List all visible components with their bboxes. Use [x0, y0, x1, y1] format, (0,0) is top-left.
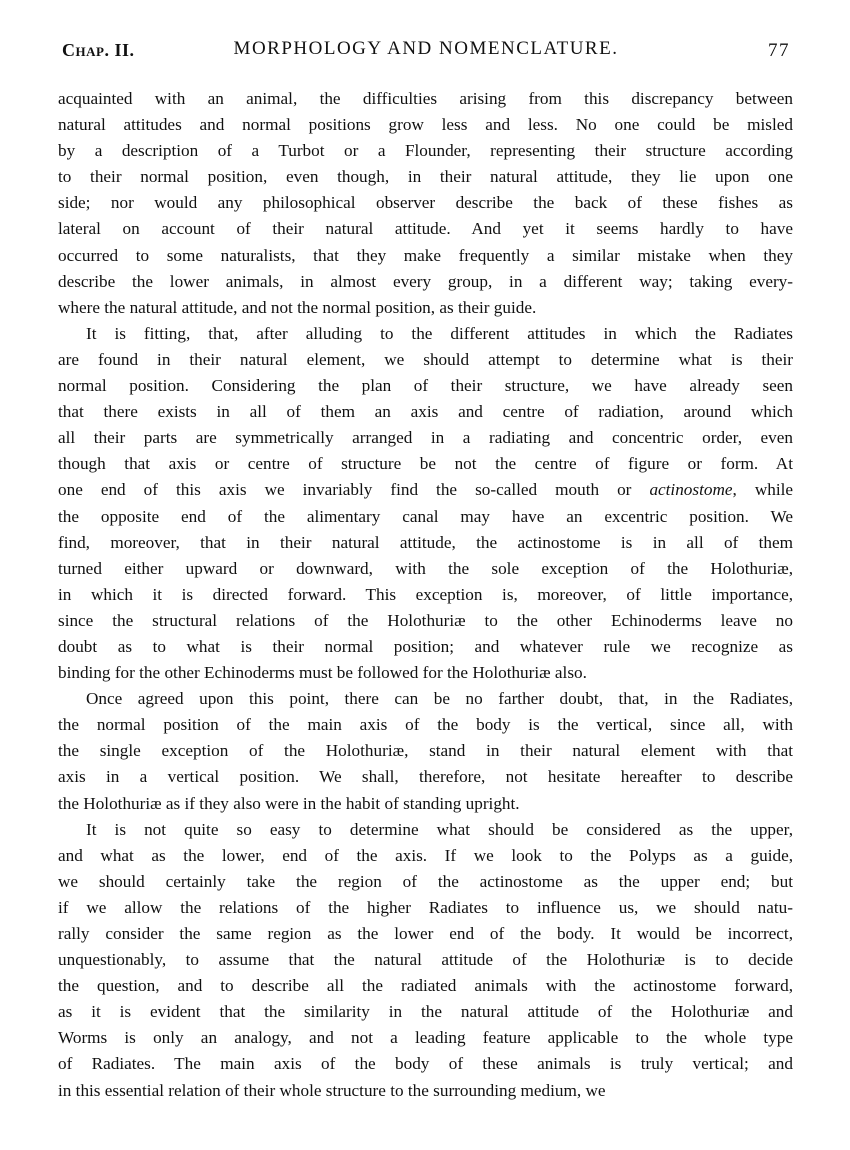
text-line: It is fitting, that, after alluding to the different attitudes in which the Radiates	[86, 323, 793, 343]
paragraph	[58, 686, 793, 816]
text-line: one end of this axis we invariably find the so-called mouth or actinostome, while	[58, 480, 794, 500]
paragraph	[58, 321, 793, 686]
text-line: the opposite end of the alimentary canal may have an excentric position. We	[58, 506, 793, 526]
text-line: axis in a vertical position. We shall, therefore, not hesitate hereafter to describe	[58, 767, 793, 787]
text-line: the Holothuriæ as if they also were in the habit of standing upright.	[58, 793, 520, 813]
text-line: we should certainly take the region of the actinostome as the upper end; but	[58, 871, 793, 891]
text-line: if we allow the relations of the higher Radiates to influence us, we should natu-	[58, 897, 793, 917]
text-line: in this essential relation of their whole structure to the surrounding medium, we	[58, 1080, 606, 1100]
text-line: the question, and to describe all the radiated animals with the actinostome forward,	[58, 976, 793, 996]
text-line: side; nor would any philosophical observer describe the back of these fishes as	[58, 193, 793, 213]
text-line: Once agreed upon this point, there can be no farther doubt, that, in the Radiates,	[86, 689, 793, 709]
chapter-label: Chap. II.	[62, 40, 135, 60]
paragraph	[58, 817, 793, 1104]
text-line: by a description of a Turbot or a Flounder, representing their structure according	[58, 141, 793, 161]
text-line: and what as the lower, end of the axis. If we look to the Polyps as a guide,	[58, 845, 793, 865]
text-line: as it is evident that the similarity in the natural attitude of the Holothuriæ and	[58, 1002, 793, 1022]
text-line: It is not quite so easy to determine what should be considered as the upper,	[86, 819, 793, 839]
text-line: occurred to some naturalists, that they make frequently a similar mistake when they	[58, 245, 793, 265]
text-line: since the structural relations of the Holothuriæ to the other Echinoderms leave no	[58, 610, 793, 630]
text-line: lateral on account of their natural attitude. And yet it seems hardly to have	[58, 219, 793, 239]
page-number: 77	[768, 40, 790, 61]
text-line: normal position. Considering the plan of their structure, we have already seen	[58, 376, 793, 396]
running-title: MORPHOLOGY AND NOMENCLATURE.	[233, 38, 619, 59]
text-line: are found in their natural element, we should attempt to determine what is their	[58, 349, 793, 369]
page-body	[58, 86, 793, 1104]
text-line: though that axis or centre of structure be not the centre of figure or form. At	[58, 454, 793, 474]
text-line: binding for the other Echinoderms must be followed for the Holothuriæ also.	[58, 663, 587, 683]
running-header	[62, 36, 790, 66]
text-line: the normal position of the main axis of the body is the vertical, since all, with	[58, 715, 793, 735]
text-line: acquainted with an animal, the difficulties arising from this discrepancy between	[58, 89, 793, 108]
text-line: Worms is only an analogy, and not a leading feature applicable to the whole type	[58, 1028, 793, 1048]
text-line: natural attitudes and normal positions grow less and less. No one could be misled	[58, 115, 793, 135]
text-line: rally consider the same region as the lower end of the body. It would be incorrect,	[58, 924, 793, 943]
text-line: find, moreover, that in their natural attitude, the actinostome is in all of them	[58, 532, 793, 552]
text-line: that there exists in all of them an axis and centre of radiation, around which	[58, 402, 793, 422]
text-line: to their normal position, even though, in their natural attitude, they lie upon one	[58, 167, 793, 187]
text-line: describe the lower animals, in almost every group, in a different way; taking every-	[58, 271, 793, 291]
text-line: of Radiates. The main axis of the body of these animals is truly vertical; and	[58, 1054, 793, 1074]
text-line: all their parts are symmetrically arranged in a radiating and concentric order, even	[58, 428, 793, 448]
text-line: unquestionably, to assume that the natural attitude of the Holothuriæ is to decide	[58, 950, 793, 970]
text-line: where the natural attitude, and not the normal position, as their guide.	[58, 297, 537, 317]
text-line: the single exception of the Holothuriæ, stand in their natural element with that	[58, 741, 793, 761]
text-line: doubt as to what is their normal position; and whatever rule we recognize as	[58, 636, 793, 656]
text-line: turned either upward or downward, with the sole exception of the Holothuriæ,	[58, 558, 793, 578]
text-line: in which it is directed forward. This exception is, moreover, of little importance,	[58, 584, 793, 604]
paragraph	[58, 86, 793, 321]
